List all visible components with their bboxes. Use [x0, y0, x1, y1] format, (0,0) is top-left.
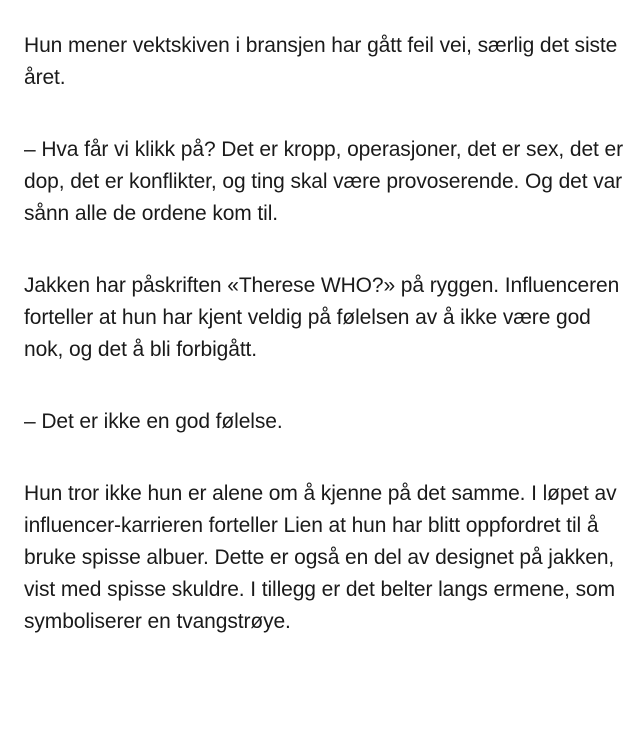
article-body	[24, 30, 634, 638]
paragraph-jacket: Jakken har påskriften «Therese WHO?» på ryggen. Influenceren forteller at hun har kjent veldig på følelsen av å ikke være god nok, og det å bli forbigått.	[24, 274, 620, 361]
paragraph-quote-feeling: – Det er ikke en god følelse.	[24, 410, 283, 433]
paragraph-career: Hun tror ikke hun er alene om å kjenne på det samme. I løpet av influencer-karrieren forteller Lien at hun har blitt oppfordret til å bruke spisse albuer. Dette er også en del av designet på jakken, vist med spisse skuldre. I tillegg er det belter langs ermene, som symboliserer en tvangstrøye.	[24, 482, 617, 633]
paragraph-opinion: Hun mener vektskiven i bransjen har gått feil vei, særlig det siste året.	[24, 34, 618, 89]
paragraph-quote-clicks: – Hva får vi klikk på? Det er kropp, operasjoner, det er sex, det er dop, det er konflikter, og ting skal være provoserende. Og det var sånn alle de ordene kom til.	[24, 138, 623, 225]
